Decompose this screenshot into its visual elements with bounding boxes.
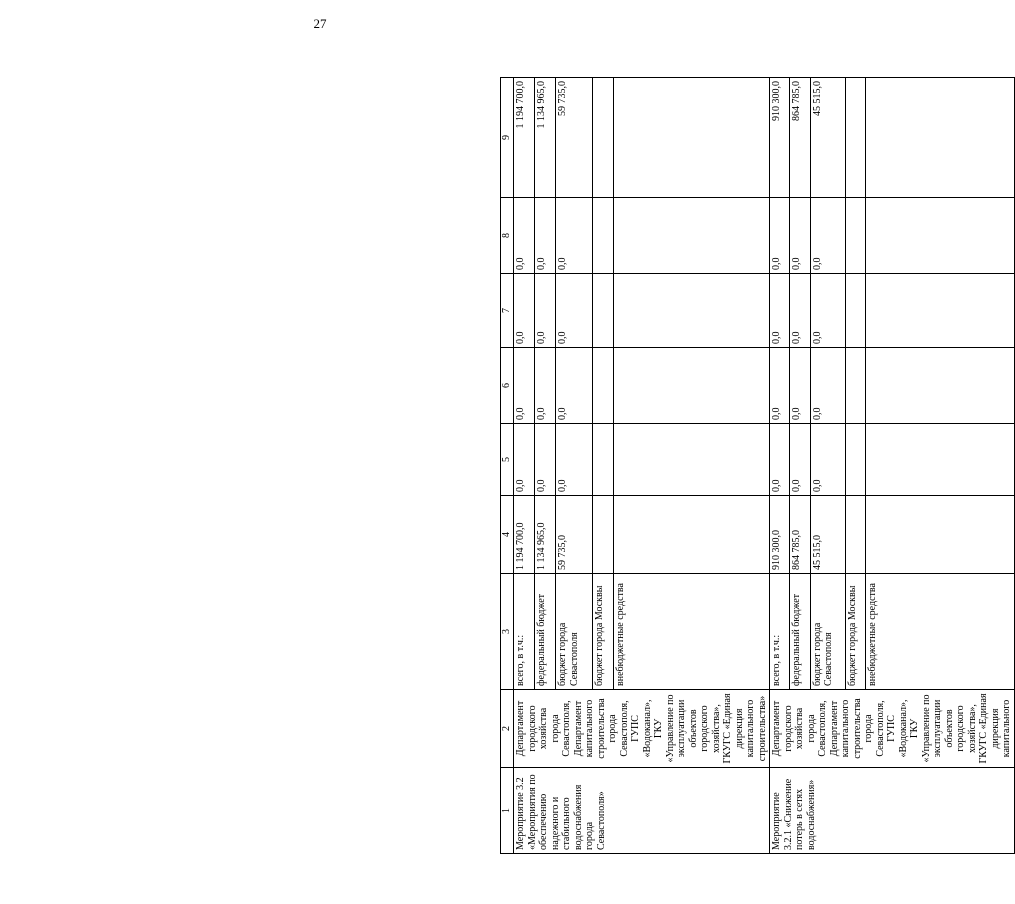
value-cell: 0,0: [770, 348, 790, 424]
value-cell: 0,0: [556, 274, 593, 348]
value-cell: 0,0: [790, 348, 810, 424]
header-cell: 1: [501, 768, 514, 854]
source-cell: бюджет города Севастополя: [556, 574, 593, 690]
value-cell: 910 300,0: [770, 78, 790, 198]
budget-table: [500, 77, 1015, 854]
value-cell: 59 735,0: [556, 78, 593, 198]
value-cell: 0,0: [514, 198, 535, 274]
executors-cell: Департамент городского хозяйства города Севастополя, Департамент капитального строительства города Севастополя, ГУПС «Водоканал», ГКУ «Управление по эксплуатации объектов городского хозяйства», ГКУГС «Единая дирекция капитального строительства»: [514, 690, 770, 768]
source-cell: внебюджетные средства: [614, 574, 770, 690]
value-cell: 59 735,0: [556, 496, 593, 574]
value-cell: 0,0: [556, 424, 593, 496]
value-cell: [593, 78, 614, 198]
source-cell: бюджет города Севастополя: [810, 574, 845, 690]
value-cell: 0,0: [514, 348, 535, 424]
value-cell: [614, 496, 770, 574]
source-cell: федеральный бюджет: [535, 574, 556, 690]
value-cell: 0,0: [535, 274, 556, 348]
value-cell: [845, 274, 865, 348]
value-cell: 0,0: [556, 348, 593, 424]
value-cell: 0,0: [514, 424, 535, 496]
value-cell: 1 194 700,0: [514, 496, 535, 574]
measure-cell: Мероприятие 3.2 «Мероприятия по обеспечению надежного и стабильного водоснабжения города Севастополя»: [514, 768, 770, 854]
value-cell: 0,0: [770, 274, 790, 348]
value-cell: [614, 198, 770, 274]
executors-cell: Департамент городского хозяйства города Севастополя, Департамент капитального строительства города Севастополя, ГУПС «Водоканал», ГКУ «Управление по эксплуатации объектов городского хозяйства», ГКУГС «Единая дирекция капитального: [770, 690, 1015, 768]
header-cell: 2: [501, 690, 514, 768]
value-cell: 0,0: [535, 198, 556, 274]
value-cell: 0,0: [810, 424, 845, 496]
header-cell: 9: [501, 78, 514, 198]
value-cell: [593, 424, 614, 496]
value-cell: 0,0: [810, 274, 845, 348]
value-cell: 1 134 965,0: [535, 496, 556, 574]
header-row: [501, 78, 514, 854]
source-cell: всего, в т.ч.:: [514, 574, 535, 690]
table-row: [514, 78, 535, 854]
value-cell: 0,0: [790, 424, 810, 496]
value-cell: 0,0: [810, 348, 845, 424]
value-cell: 864 785,0: [790, 78, 810, 198]
value-cell: 0,0: [810, 198, 845, 274]
source-cell: федеральный бюджет: [790, 574, 810, 690]
header-cell: 4: [501, 496, 514, 574]
source-cell: внебюджетные средства: [865, 574, 1014, 690]
value-cell: [845, 78, 865, 198]
source-cell: всего, в т.ч.:: [770, 574, 790, 690]
header-cell: 7: [501, 274, 514, 348]
value-cell: [614, 348, 770, 424]
value-cell: 0,0: [790, 274, 810, 348]
value-cell: [865, 424, 1014, 496]
table-row: [770, 78, 790, 854]
value-cell: 0,0: [770, 424, 790, 496]
value-cell: 45 515,0: [810, 78, 845, 198]
header-cell: 8: [501, 198, 514, 274]
value-cell: [845, 496, 865, 574]
page-number: 27: [313, 16, 327, 31]
value-cell: [593, 274, 614, 348]
value-cell: [845, 198, 865, 274]
header-cell: 5: [501, 424, 514, 496]
value-cell: [614, 424, 770, 496]
value-cell: 0,0: [770, 198, 790, 274]
value-cell: [865, 274, 1014, 348]
value-cell: 0,0: [514, 274, 535, 348]
value-cell: 1 194 700,0: [514, 78, 535, 198]
value-cell: [865, 198, 1014, 274]
value-cell: 0,0: [535, 424, 556, 496]
value-cell: 0,0: [535, 348, 556, 424]
value-cell: [845, 424, 865, 496]
value-cell: 45 515,0: [810, 496, 845, 574]
value-cell: 0,0: [556, 198, 593, 274]
value-cell: [865, 496, 1014, 574]
value-cell: [865, 78, 1014, 198]
header-cell: 6: [501, 348, 514, 424]
value-cell: [845, 348, 865, 424]
value-cell: 1 134 965,0: [535, 78, 556, 198]
value-cell: [593, 198, 614, 274]
budget-table-rotated: [500, 78, 1012, 854]
value-cell: 864 785,0: [790, 496, 810, 574]
header-cell: 3: [501, 574, 514, 690]
value-cell: 910 300,0: [770, 496, 790, 574]
measure-cell: Мероприятие 3.2.1 «Снижение потерь в сетях водоснабжения»: [770, 768, 1015, 854]
source-cell: бюджет города Москвы: [845, 574, 865, 690]
value-cell: [614, 78, 770, 198]
value-cell: [614, 274, 770, 348]
value-cell: [865, 348, 1014, 424]
value-cell: [593, 348, 614, 424]
value-cell: [593, 496, 614, 574]
value-cell: 0,0: [790, 198, 810, 274]
source-cell: бюджет города Москвы: [593, 574, 614, 690]
